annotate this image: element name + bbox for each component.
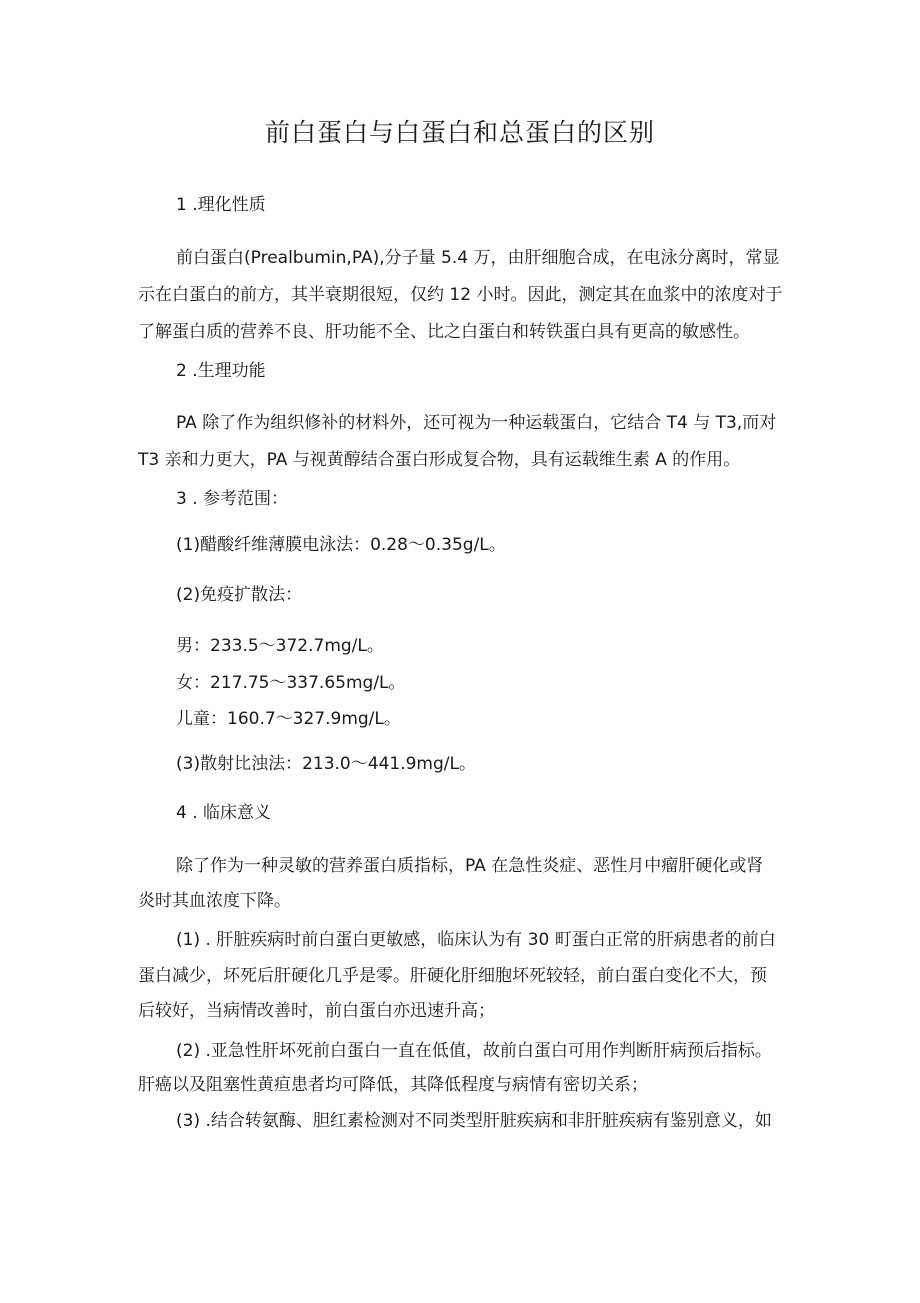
paragraph-line: (2) .亚急性肝坏死前白蛋白一直在低值，故前白蛋白可用作判断肝病预后指标。 — [176, 1041, 772, 1061]
section-heading-1: 1 .理化性质 — [176, 195, 266, 215]
reference-range-item: (1)醋酸纤维薄膜电泳法：0.28〜0.35g/L。 — [176, 535, 506, 555]
paragraph-line: 炎时其血浓度下降。 — [138, 891, 291, 911]
paragraph-line: (1) . 肝脏疾病时前白蛋白更敏感，临床认为有 30 町蛋白正常的肝病患者的前白 — [176, 930, 776, 950]
paragraph-line: 前白蛋白(Prealbumin,PA),分子量 5.4 万，由肝细胞合成，在电泳分离时，常显 — [176, 248, 780, 268]
paragraph-line: 示在白蛋白的前方，其半衰期很短，仅约 12 小时。因此，测定其在血浆中的浓度对于 — [138, 285, 783, 305]
paragraph-line: 后较好，当病情改善时，前白蛋白亦迅速升高； — [138, 1001, 495, 1021]
reference-range-male: 男：233.5〜372.7mg/L。 — [176, 636, 384, 656]
reference-range-female: 女：217.75〜337.65mg/L。 — [176, 673, 406, 693]
paragraph-line: T3 亲和力更大，PA 与视黄醇结合蛋白形成复合物，具有运载维生素 A 的作用。 — [138, 450, 741, 470]
section-heading-2: 2 .生理功能 — [176, 361, 266, 381]
paragraph-line: 蛋白减少，坏死后肝硬化几乎是零。肝硬化肝细胞坏死较轻，前白蛋白变化不大，预 — [138, 966, 767, 986]
paragraph-line: 除了作为一种灵敏的营养蛋白质指标，PA 在急性炎症、恶性月中瘤肝硬化或肾 — [176, 856, 764, 876]
reference-range-item: (3)散射比浊法：213.0〜441.9mg/L。 — [176, 754, 476, 774]
reference-range-item: (2)免疫扩散法： — [176, 585, 303, 605]
paragraph-line: 了解蛋白质的营养不良、肝功能不全、比之白蛋白和转铁蛋白具有更高的敏感性。 — [138, 322, 750, 342]
section-heading-4: 4 . 临床意义 — [176, 803, 272, 823]
document-title: 前白蛋白与白蛋白和总蛋白的区别 — [264, 118, 655, 147]
paragraph-line: (3) .结合转氨酶、胆红素检测对不同类型肝脏疾病和非肝脏疾病有鉴别意义，如 — [176, 1111, 772, 1131]
paragraph-line: 肝癌以及阻塞性黄疸患者均可降低，其降低程度与病情有密切关系； — [138, 1075, 648, 1095]
reference-range-child: 儿童：160.7〜327.9mg/L。 — [176, 709, 401, 729]
paragraph-line: PA 除了作为组织修补的材料外，还可视为一种运载蛋白，它结合 T4 与 T3,而对 — [176, 413, 777, 433]
section-heading-3: 3 . 参考范围： — [176, 489, 289, 509]
